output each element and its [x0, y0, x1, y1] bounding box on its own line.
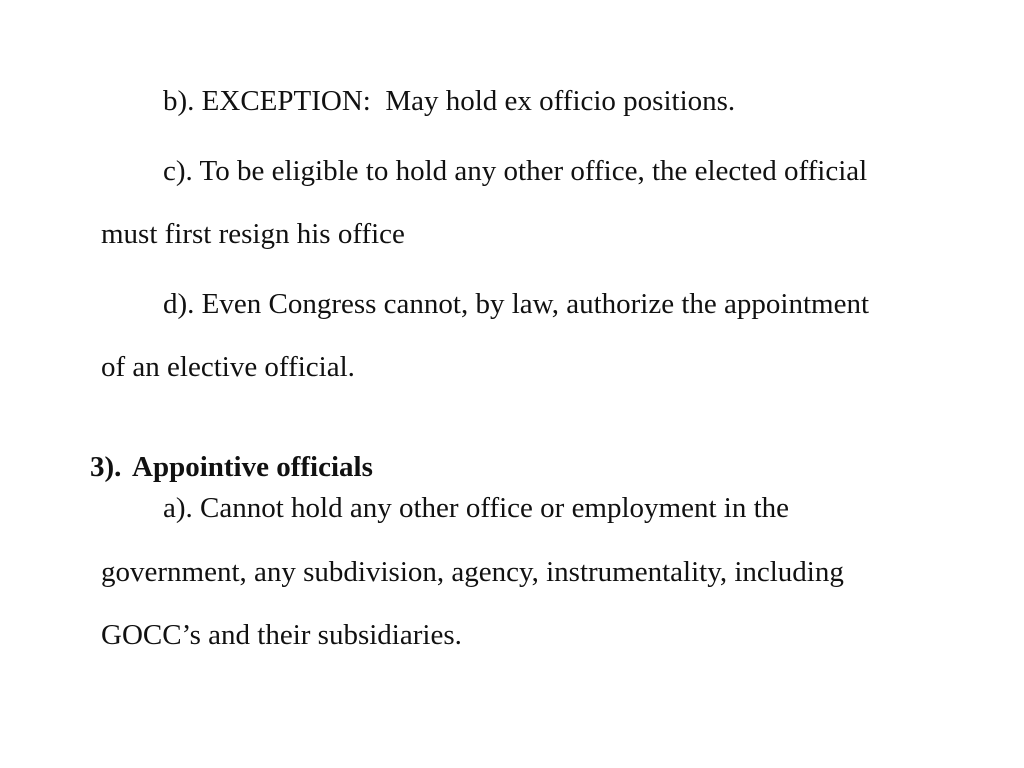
sub-item-a-text-line3: GOCC’s and their subsidiaries. [101, 619, 462, 651]
item-d-text-line2: of an elective official. [101, 351, 355, 383]
section-number: 3). [90, 451, 122, 483]
sub-item-a-text-line1: a). Cannot hold any other office or employment in the [163, 492, 790, 524]
item-b-text: b). EXCEPTION: May hold ex officio positions. [163, 85, 736, 117]
item-d-text-line1: d). Even Congress cannot, by law, authorize the appointment [163, 288, 870, 320]
item-c-text-line2: must first resign his office [101, 218, 405, 250]
sub-item-a-text-line2: government, any subdivision, agency, instrumentality, including [101, 556, 844, 588]
item-c-text-line1: c). To be eligible to hold any other office, the elected official [163, 155, 868, 187]
section-title: Appointive officials [132, 451, 373, 483]
